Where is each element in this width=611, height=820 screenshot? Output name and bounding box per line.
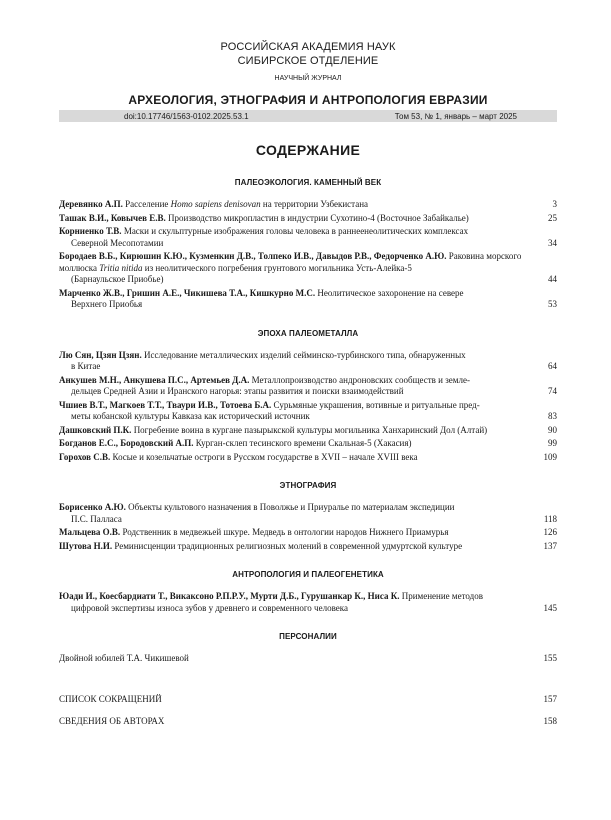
entry-title: Сурьмяные украшения, вотивные и ритуальные пред- <box>271 399 480 410</box>
entry-authors: Ташак В.И., Ковычев Е.В. <box>59 212 166 223</box>
toc-entry <box>59 425 557 437</box>
entry-title-continuation: Северной Месопотамии <box>71 237 164 248</box>
entry-authors: Лю Сян, Цзян Цзян. <box>59 349 142 360</box>
entry-title-italic: Tritia nitida <box>99 262 143 273</box>
entry-authors: Марченко Ж.В., Гришин А.Е., Чикишева Т.А., Кишкурно М.С. <box>59 287 316 298</box>
page-number: 118 <box>543 513 557 524</box>
section-title: АНТРОПОЛОГИЯ И ПАЛЕОГЕНЕТИКА <box>232 570 384 579</box>
entry-title: Применение методов <box>399 591 484 601</box>
journal-header <box>59 40 557 108</box>
page-number: 83 <box>548 411 557 421</box>
page-number: 158 <box>543 715 557 726</box>
entry-title: Исследование металлических изделий сейминско-турбинского типа, обнаруженных <box>141 349 466 360</box>
entry-authors: Борисенко А.Ю. <box>59 502 126 512</box>
page-number: 90 <box>548 424 557 435</box>
entry-authors: Дашковский П.К. <box>59 424 132 435</box>
entry-title: Курган-склеп тесинского времени Скальная-5 (Хакасия) <box>193 438 412 448</box>
toc-entry <box>59 541 557 553</box>
toc-entry <box>59 400 557 423</box>
toc-entry <box>59 452 557 464</box>
entry-title: Производство микропластин в индустрии Сухотино-4 (Восточное Забайкалье) <box>165 212 469 223</box>
abbreviations-entry <box>59 693 557 705</box>
entry-title-continuation: меты кобанской культуры Кавказа как исторический источник <box>71 411 310 421</box>
toc-entry <box>59 213 557 225</box>
page-number: 3 <box>552 199 557 209</box>
toc-entry <box>59 502 557 525</box>
authors-info-entry <box>59 715 557 727</box>
entry-title-continuation: цифровой экспертизы износа зубов у древнего и современного человека <box>71 602 348 613</box>
page-number: 157 <box>543 693 557 704</box>
entry-title: Погребение воина в кургане пазырыкской культуры могильника Ханхаринский Дол (Алтай) <box>131 424 488 435</box>
journal-type: НАУЧНЫЙ ЖУРНАЛ <box>274 75 342 82</box>
entry-title-continuation: Верхнего Приобья <box>71 299 143 309</box>
section-title: ЭПОХА ПАЛЕОМЕТАЛЛА <box>257 328 359 338</box>
entry-title: Объекты культового назначения в Поволжье и Приуралье по материалам экспедиции <box>125 502 455 512</box>
page-number: 126 <box>543 527 557 537</box>
entry-authors: Мальцева О.В. <box>59 527 121 537</box>
entry-authors: Бородаев В.Б., Кирюшин К.Ю., Кузменкин Д.В., Толпеко И.В., Давыдов Р.В., Федорченко А.Ю. <box>59 251 447 261</box>
journal-title: АРХЕОЛОГИЯ, ЭТНОГРАФИЯ И АНТРОПОЛОГИЯ ЕВРАЗИИ <box>128 93 488 107</box>
sections-container <box>59 178 557 665</box>
entry-title: Раковина морского моллюска <box>59 251 522 273</box>
issue-info: Том 53, № 1, январь – март 2025 <box>394 111 517 121</box>
entry-title: Маски и скульптурные изображения головы человека в раннеенеолитических комплексах <box>121 226 469 236</box>
entry-title-continuation: дельцев Средней Азии и Иранского нагорья: этапы развития и поиски взаимодействий <box>71 386 404 396</box>
page-number: 137 <box>543 540 557 551</box>
toc-entry <box>59 350 557 373</box>
page-number: 34 <box>548 237 557 248</box>
entry-title-rest: из неолитического погребения грунтового могильника Усть-Алейка-5 <box>142 262 412 273</box>
entry-title-continuation: (Барнаульское Приобье) <box>71 274 164 284</box>
entry-authors: Богданов Е.С., Бородовский А.П. <box>59 438 194 448</box>
entry-authors: Корниенко Т.В. <box>59 226 122 236</box>
page-number: 74 <box>548 386 557 396</box>
abbreviations-label: СПИСОК СОКРАЩЕНИЙ <box>59 693 162 704</box>
org-line-2: СИБИРСКОЕ ОТДЕЛЕНИЕ <box>237 55 379 67</box>
toc-entry <box>59 591 557 614</box>
entry-authors: Юади И., Коесбардиати Т., Викаксоно Р.П.Р.У., Мурти Д.Б., Гурушанкар К., Ниса К. <box>59 591 400 601</box>
entry-authors: Горохов С.В. <box>59 451 111 462</box>
page-number: 44 <box>548 274 557 284</box>
toc-entry <box>59 226 557 249</box>
entry-title: Родственник в медвежьей шкуре. Медведь в онтологии народов Нижнего Приамурья <box>120 527 449 537</box>
page-number: 155 <box>543 653 557 663</box>
entry-authors: Анкушев М.Н., Анкушева П.С., Артемьев Д.А. <box>59 374 250 385</box>
page-number: 109 <box>543 451 557 462</box>
toc-entry <box>59 199 557 211</box>
page-number: 145 <box>543 602 557 613</box>
page-number: 25 <box>548 212 557 223</box>
page-number: 64 <box>548 361 557 371</box>
entry-authors: Деревянко А.П. <box>59 199 123 209</box>
page-number: 53 <box>548 299 557 309</box>
toc-entry <box>59 288 557 311</box>
entry-title-continuation: в Китае <box>71 361 101 371</box>
entry-authors: Чшиев В.Т., Магкоев Т.Т., Тваури И.В., Тотоева Б.А. <box>59 399 272 410</box>
entry-title: Косые и козельчатые остроги в Русском государстве в XVII – начале XVIII века <box>110 451 418 462</box>
entry-title: Расселение <box>122 199 171 209</box>
entry-title: Реминисценции традиционных религиозных молений в современной удмуртской культуре <box>112 540 463 551</box>
doi: doi:10.17746/1563-0102.2025.53.1 <box>124 111 249 121</box>
authors-info-label: СВЕДЕНИЯ ОБ АВТОРАХ <box>59 715 165 726</box>
entry-title-continuation: П.С. Палласа <box>71 513 122 524</box>
section-title: ЭТНОГРАФИЯ <box>279 481 337 490</box>
section-title: ПЕРСОНАЛИИ <box>279 632 337 641</box>
entry-title: Двойной юбилей Т.А. Чикишевой <box>59 653 189 663</box>
section-title: ПАЛЕОЭКОЛОГИЯ. КАМЕННЫЙ ВЕК <box>234 178 382 187</box>
entry-title: Неолитическое захоронение на севере <box>315 287 464 298</box>
entry-title-italic: Homo sapiens denisovan <box>170 199 261 209</box>
page-number: 99 <box>548 438 557 448</box>
issue-band <box>59 110 557 122</box>
entry-authors: Шутова Н.И. <box>59 540 113 551</box>
toc-entry <box>59 375 557 398</box>
entry-title: Металлопроизводство андроновских сообществ и земле- <box>249 374 470 385</box>
toc-entry <box>59 527 557 539</box>
entry-title-rest: на территории Узбекистана <box>260 199 369 209</box>
toc-entry <box>59 251 557 286</box>
toc-entry <box>59 653 557 665</box>
org-line-1: РОССИЙСКАЯ АКАДЕМИЯ НАУК <box>220 41 396 53</box>
toc-entry <box>59 438 557 450</box>
contents-title: СОДЕРЖАНИЕ <box>255 142 361 158</box>
